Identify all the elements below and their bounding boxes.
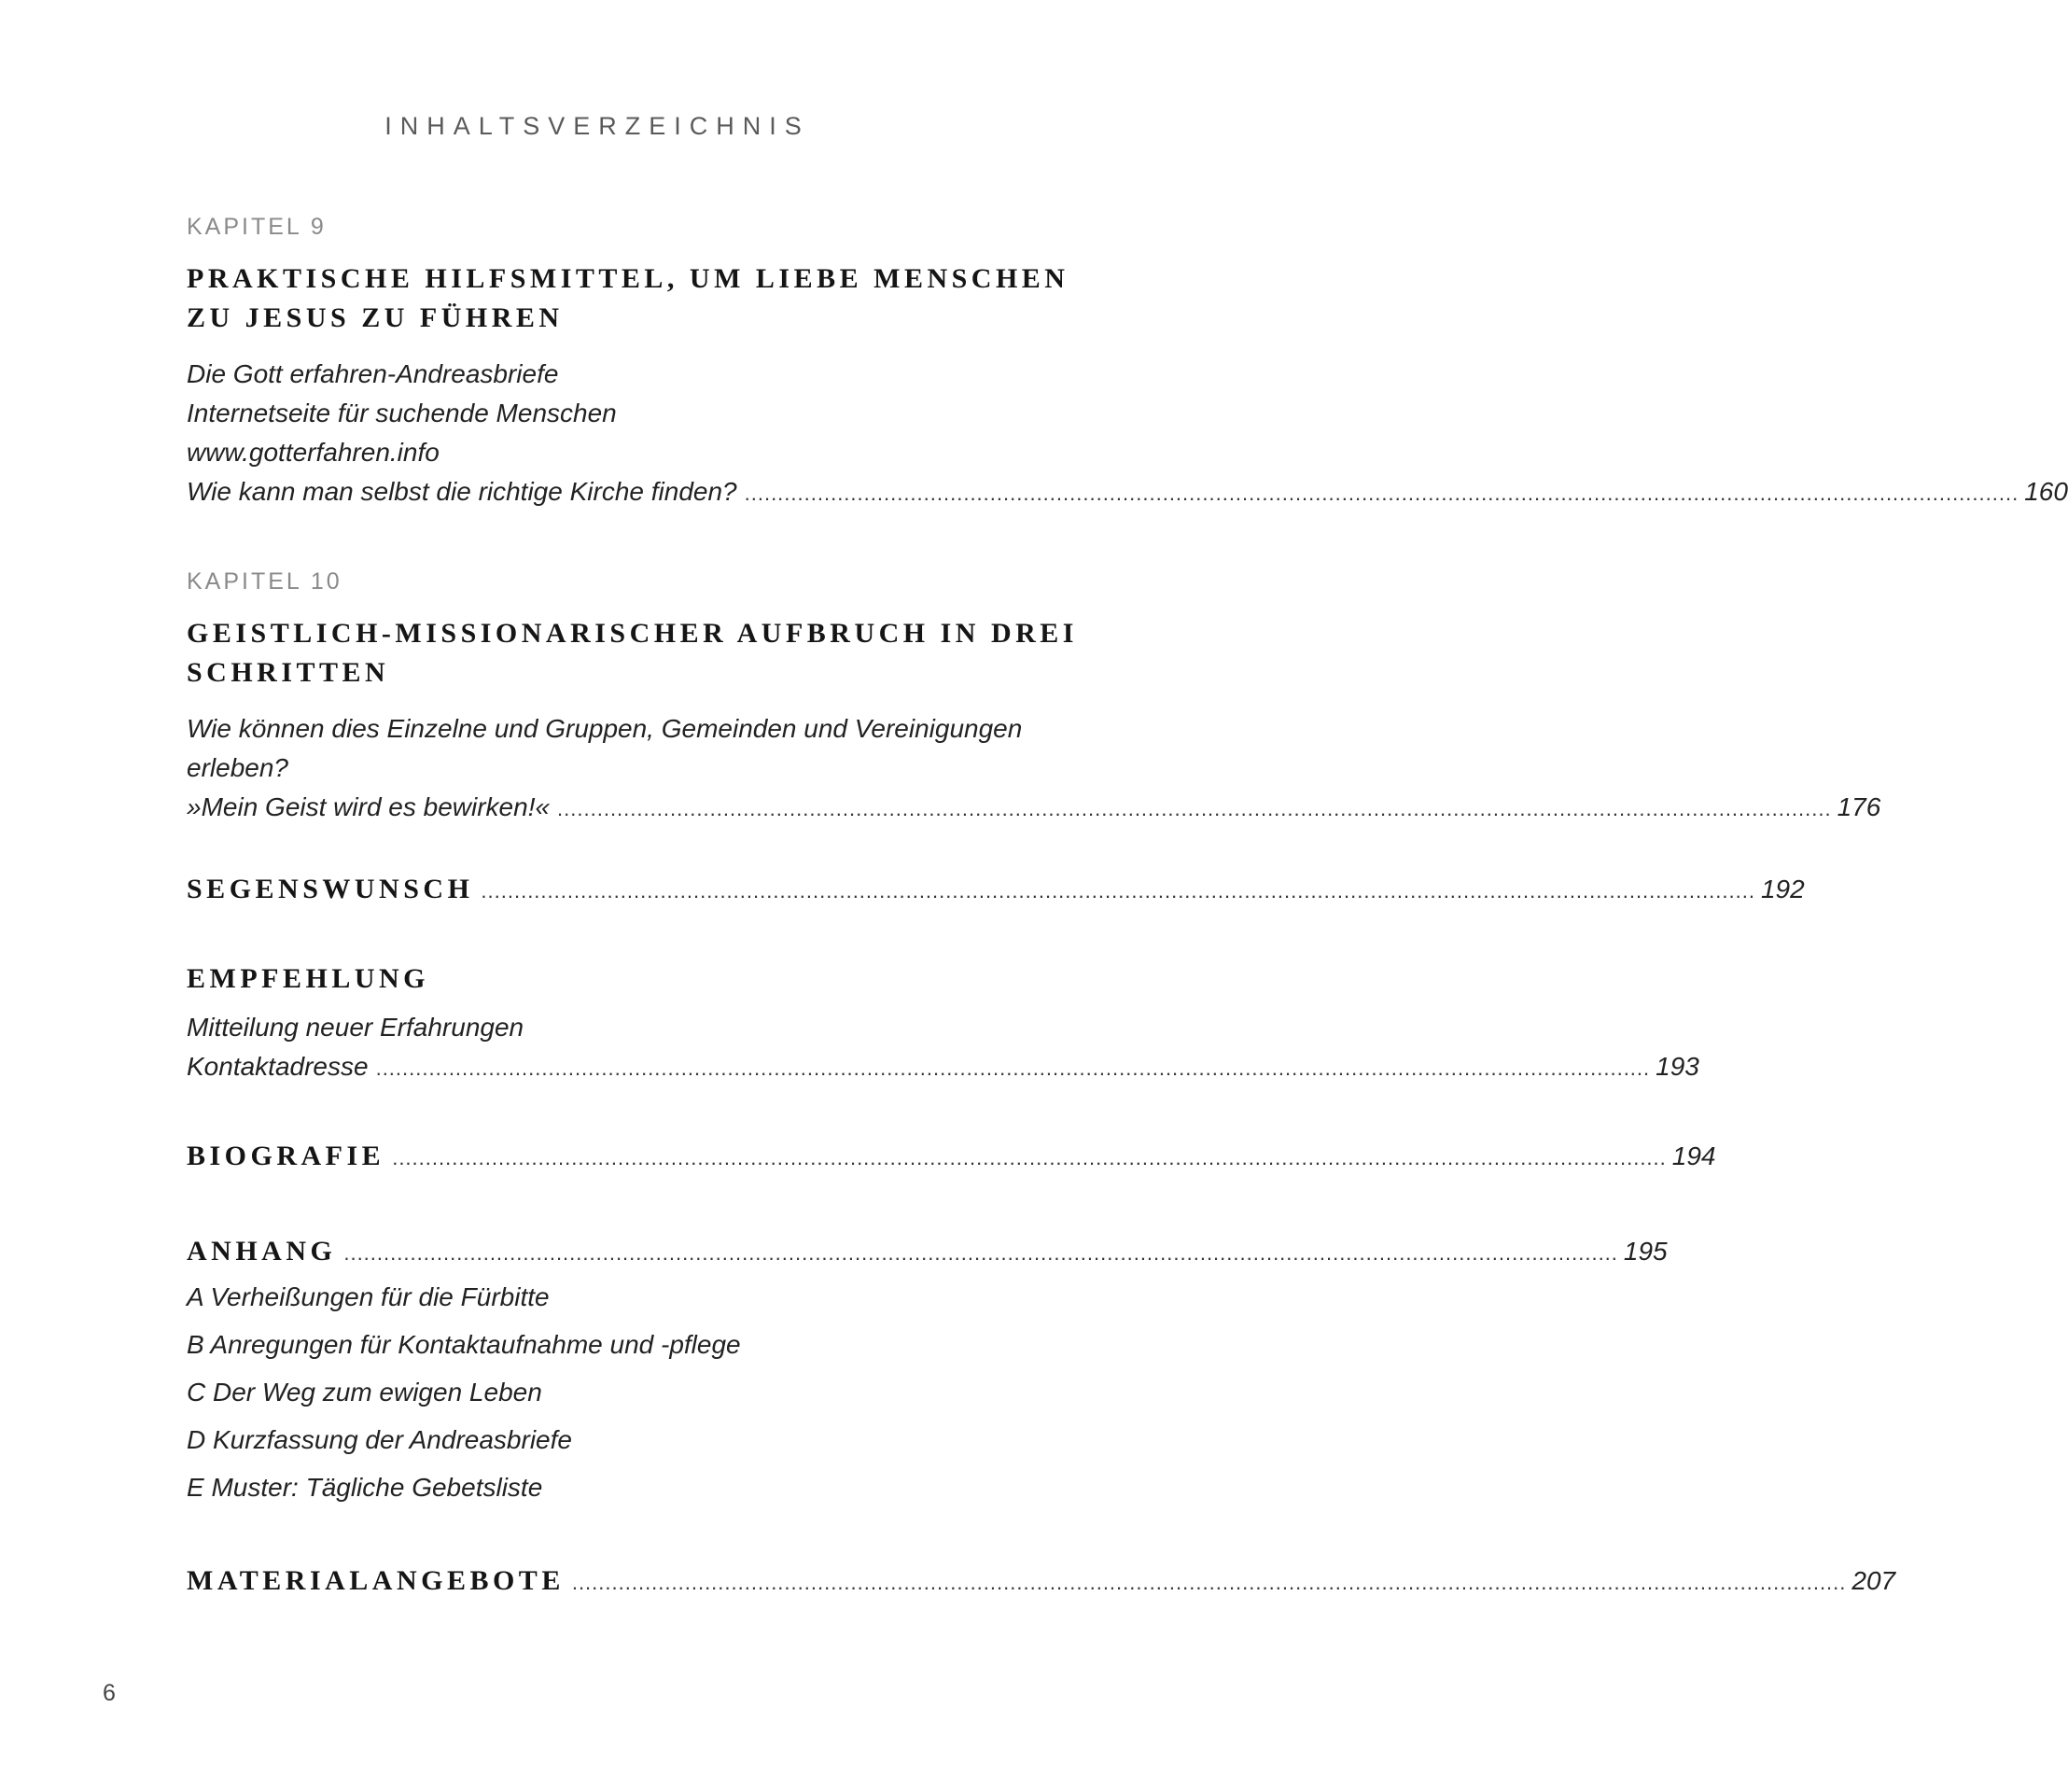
anhang-items — [187, 1273, 1097, 1511]
page-number: 192 — [1760, 875, 1805, 903]
toc-entry-text: Kontaktadresse — [187, 1052, 369, 1081]
chapter-10-entries — [187, 709, 1881, 829]
chapter-10-title: GEISTLICH-MISSIONARISCHER AUFBRUCH IN DREI SCHRITTEN — [187, 618, 1078, 688]
page-number: 195 — [1623, 1237, 1668, 1266]
toc-entry: Internetseite für suchende Menschen — [187, 399, 617, 427]
section-title: EMPFEHLUNG — [187, 963, 429, 994]
chapter-9-title: PRAKTISCHE HILFSMITTEL, UM LIEBE MENSCHEN ZU JESUS ZU FÜHREN — [187, 263, 1069, 333]
toc-entry-text: Wie kann man selbst die richtige Kirche finden? — [187, 477, 737, 506]
dot-leader: ................................................................................................................................................................................................ — [744, 482, 2019, 505]
toc-entry-with-page — [187, 788, 1881, 829]
materialangebote-section — [187, 1561, 1896, 1601]
appendix-item: A Verheißungen für die Fürbitte — [187, 1282, 550, 1311]
dot-leader: ................................................................................................................................................................................................ — [481, 879, 1755, 903]
page-number: 194 — [1671, 1141, 1716, 1170]
toc-entry: Die Gott erfahren-Andreasbriefe — [187, 359, 559, 388]
appendix-item: E Muster: Tägliche Gebetsliste — [187, 1473, 543, 1502]
biografie-section — [187, 1137, 1716, 1176]
dot-leader: ................................................................................................................................................................................................ — [343, 1241, 1618, 1265]
section-title: ANHANG — [187, 1236, 337, 1267]
chapter-9-label: KAPITEL 9 — [187, 214, 327, 240]
section-title: BIOGRAFIE — [187, 1141, 385, 1171]
appendix-item: B Anregungen für Kontaktaufnahme und -pflege — [187, 1330, 741, 1359]
page-number: 207 — [1851, 1566, 1896, 1595]
toc-section-row — [187, 1137, 1716, 1176]
toc-entry-with-page — [187, 472, 2068, 513]
dot-leader: ................................................................................................................................................................................................ — [375, 1057, 1651, 1080]
page-number: 193 — [1656, 1052, 1699, 1081]
toc-section-row — [187, 1561, 1896, 1601]
chapter-10-section — [187, 567, 1881, 829]
dot-leader: ................................................................................................................................................................................................ — [392, 1146, 1667, 1169]
toc-entry-with-page — [187, 1047, 1699, 1088]
page-number: 160 — [2024, 477, 2068, 506]
section-title: MATERIALANGEBOTE — [187, 1565, 565, 1596]
toc-entry-text: »Mein Geist wird es bewirken!« — [187, 792, 551, 821]
page-number: 176 — [1837, 792, 1881, 821]
chapter-9-section — [187, 213, 2068, 513]
segenswunsch-section — [187, 870, 1805, 909]
dot-leader: ................................................................................................................................................................................................ — [571, 1571, 1847, 1594]
empfehlung-entries — [187, 1008, 1699, 1088]
empfehlung-section — [187, 959, 1699, 1088]
appendix-item: C Der Weg zum ewigen Leben — [187, 1378, 542, 1407]
page-heading: INHALTSVERZEICHNIS — [384, 112, 810, 140]
toc-entry: Mitteilung neuer Erfahrungen — [187, 1013, 524, 1042]
toc-section-row — [187, 1232, 1668, 1271]
appendix-item: D Kurzfassung der Andreasbriefe — [187, 1425, 572, 1454]
toc-entry: Wie können dies Einzelne und Gruppen, Gemeinden und Vereinigungen erleben? — [187, 714, 1023, 782]
toc-section-row — [187, 870, 1805, 909]
toc-entry: www.gotterfahren.info — [187, 438, 440, 467]
chapter-9-entries — [187, 355, 2068, 513]
dot-leader: ................................................................................................................................................................................................ — [557, 797, 1832, 820]
section-title: SEGENSWUNSCH — [187, 874, 474, 904]
anhang-section — [187, 1232, 1668, 1511]
chapter-10-label: KAPITEL 10 — [187, 568, 342, 595]
page-folio: 6 — [103, 1680, 116, 1706]
